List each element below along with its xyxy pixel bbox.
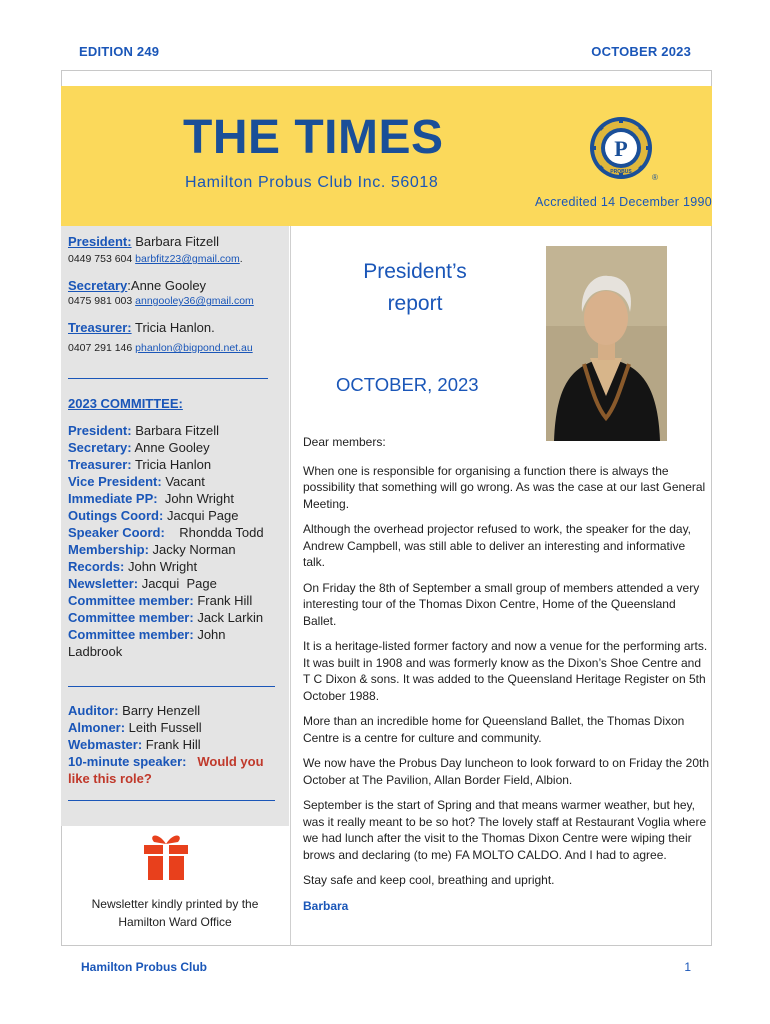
secretary-phone: 0475 981 003 (68, 295, 133, 307)
auditor-line (68, 702, 283, 719)
printed-line-2: Hamilton Ward Office (118, 915, 232, 929)
report-paragraph: September is the start of Spring and that means warmer weather, but hey, was it really meant to be so hot? The lovely staff at Restaurant Voglia where we had lunch after the visit to the Thomas Dixon Centre were wiping their brows and declaring (to me) FA MOLTO CALDO. And I had to agree. (303, 798, 707, 862)
footer-club-name: Hamilton Probus Club (81, 960, 207, 974)
gift-icon (140, 829, 192, 881)
committee-member-name: Jacqui Page (138, 576, 217, 591)
divider (68, 378, 268, 379)
treasurer-contact (68, 340, 253, 357)
auditor-name: Barry Henzell (118, 703, 201, 718)
divider (68, 800, 275, 801)
column-divider (290, 226, 291, 946)
committee-member-row (68, 473, 283, 490)
secretary-contact (68, 293, 254, 310)
committee-member-name: Barbara Fitzell (131, 423, 219, 438)
committee-member-row (68, 575, 283, 592)
report-paragraphs (303, 463, 709, 889)
committee-role: Committee member: (68, 610, 194, 625)
committee-member-row (68, 456, 283, 473)
treasurer-line (68, 319, 215, 336)
treasurer-label: Treasurer: (68, 320, 132, 335)
president-contact-dot: . (239, 253, 243, 265)
committee-member-row (68, 490, 283, 507)
report-paragraph: On Friday the 8th of September a small group of members attended a very interesting tour of the Thomas Dixon Centre, Home of the Queensland Ballet. (303, 580, 700, 628)
logo-text: PROBUS (610, 169, 632, 175)
speaker-cta-continued: like this role? (68, 771, 152, 786)
president-portrait-image (546, 246, 667, 441)
committee-member-name: Rhondda Todd (164, 525, 264, 540)
treasurer-email-link[interactable]: phanlon@bigpond.net.au (135, 342, 253, 354)
newsletter-title: THE TIMES (183, 111, 444, 164)
committee-role: Immediate PP: (68, 491, 158, 506)
report-paragraph: Although the overhead projector refused to work, the speaker for the day, Andrew Campbell, was still able to deliver an interesting and informative talk. (303, 522, 692, 569)
committee-member-row (68, 524, 283, 541)
report-signature: Barbara (303, 898, 349, 913)
committee-member-row (68, 507, 283, 524)
treasurer-name: Tricia Hanlon. (134, 320, 215, 335)
edition-number: EDITION 249 (79, 44, 160, 59)
logo-registered-mark: ® (652, 173, 658, 182)
committee-member-name: Jacqui Page (163, 508, 239, 523)
probus-logo-icon (585, 114, 661, 186)
committee-role: Outings Coord: (68, 508, 164, 523)
president-line (68, 233, 219, 250)
committee-member-name: John Wright (157, 491, 234, 506)
committee-role: Secretary: (68, 440, 132, 455)
almoner-label: Almoner: (68, 720, 126, 735)
secretary-email-link[interactable]: anngooley36@gmail.com (135, 295, 254, 307)
treasurer-phone: 0407 291 146 (68, 342, 133, 354)
committee-member-row (68, 626, 283, 643)
secretary-line (68, 277, 206, 294)
committee-heading-text: 2023 COMMITTEE: (68, 396, 183, 411)
committee-member-row (68, 592, 283, 609)
report-paragraph: We now have the Probus Day luncheon to look forward to on Friday the 20th October at The Pavilion, Allan Border Field, Albion. (303, 756, 710, 787)
committee-member-name: Jack Larkin (193, 610, 264, 625)
webmaster-name: Frank Hill (142, 737, 201, 752)
committee-role: Committee member: (68, 593, 194, 608)
report-greeting: Dear members: (303, 435, 386, 449)
almoner-name: Leith Fussell (125, 720, 202, 735)
committee-list (68, 422, 283, 660)
committee-member-name: Frank Hill (193, 593, 253, 608)
president-label: President: (68, 234, 132, 249)
almoner-line (68, 719, 283, 736)
committee-member-row (68, 439, 283, 456)
report-date: OCTOBER, 2023 (336, 374, 479, 395)
report-paragraph: It is a heritage-listed former factory and now a venue for the performing arts. It was built in 1908 and was formerly know as the Dixon’s Shoe Centre and T C Dixon & sons. It was added to the Queensland Heritage Register on 5th October 1988. (303, 639, 708, 703)
webmaster-label: Webmaster: (68, 737, 143, 752)
auditor-label: Auditor: (68, 703, 119, 718)
committee-role: Committee member: (68, 627, 194, 642)
report-title-line-2: report (387, 292, 443, 315)
committee-member-name: Anne Gooley (131, 440, 210, 455)
president-photo (546, 246, 667, 441)
speaker-label: 10-minute speaker: (68, 754, 187, 769)
committee-member-row (68, 609, 283, 626)
committee-member-row (68, 541, 283, 558)
secretary-label: Secretary (68, 278, 128, 293)
report-title (330, 256, 500, 320)
committee-member-row (68, 558, 283, 575)
committee-member-name: Jacky Norman (148, 542, 236, 557)
report-paragraph: More than an incredible home for Queensland Ballet, the Thomas Dixon Centre is a centre for culture and community. (303, 714, 685, 745)
committee-member-row (68, 422, 283, 439)
logo-letter: P (614, 136, 628, 161)
committee-role: President: (68, 423, 132, 438)
divider (68, 686, 275, 687)
printed-by-note (61, 895, 289, 931)
committee-member-name: John Wright (124, 559, 198, 574)
committee-member-name: Vacant (161, 474, 205, 489)
club-subtitle: Hamilton Probus Club Inc. 56018 (185, 174, 439, 191)
secretary-name: :Anne Gooley (127, 278, 207, 293)
president-email-link[interactable]: barbfitz23@gmail.com (135, 253, 240, 265)
issue-month: OCTOBER 2023 (591, 44, 691, 59)
committee-role: Speaker Coord: (68, 525, 165, 540)
committee-role: Records: (68, 559, 125, 574)
committee-role: Treasurer: (68, 457, 132, 472)
other-roles (68, 702, 283, 787)
page-number: 1 (684, 960, 691, 974)
president-name: Barbara Fitzell (135, 234, 220, 249)
committee-role: Membership: (68, 542, 149, 557)
speaker-line (68, 753, 283, 770)
president-contact (68, 251, 243, 268)
committee-member-name-continued: Ladbrook (68, 644, 123, 659)
webmaster-line (68, 736, 283, 753)
speaker-cta: Would you (197, 754, 264, 769)
committee-member-name: John (193, 627, 226, 642)
committee-role: Vice President: (68, 474, 162, 489)
report-title-line-1: President’s (363, 260, 467, 283)
report-paragraph: When one is responsible for organising a function there is always the possibility that something will go wrong. As was the case at our last General Meeting. (303, 463, 706, 511)
printed-line-1: Newsletter kindly printed by the (91, 897, 259, 911)
report-body (303, 430, 709, 923)
accreditation-date: Accredited 14 December 1990 (535, 195, 712, 209)
president-phone: 0449 753 604 (68, 253, 133, 265)
committee-role: Newsletter: (68, 576, 139, 591)
committee-member-name: Tricia Hanlon (131, 457, 212, 472)
committee-heading (68, 395, 183, 412)
report-paragraph: Stay safe and keep cool, breathing and upright. (303, 873, 555, 887)
